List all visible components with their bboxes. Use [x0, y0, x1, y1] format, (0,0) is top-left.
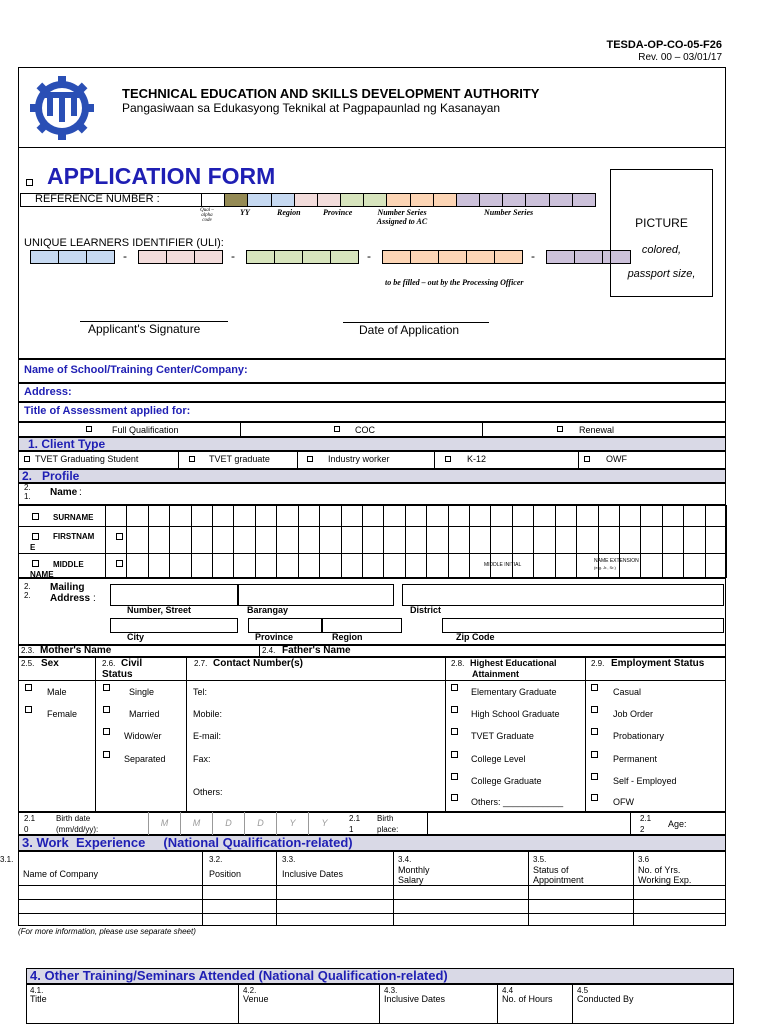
- name-num: 2. 1.: [24, 483, 31, 501]
- uli-cell[interactable]: [30, 250, 59, 264]
- training-col-dates: Inclusive Dates: [384, 994, 446, 1004]
- name-grid-line: [640, 505, 641, 578]
- middle-initial-label: MIDDLE INITIAL: [484, 562, 522, 568]
- tel-field[interactable]: Tel:: [193, 687, 208, 697]
- zip-field[interactable]: [442, 618, 724, 633]
- city-field[interactable]: [110, 618, 238, 633]
- birth-date-cells[interactable]: [148, 812, 340, 835]
- reference-cell[interactable]: [433, 193, 457, 207]
- coc-label: COC: [355, 425, 375, 435]
- province-label: Province: [255, 632, 294, 642]
- uli-cell[interactable]: [86, 250, 115, 264]
- reference-cell[interactable]: [271, 193, 295, 207]
- firstname-label: FIRSTNAM: [53, 532, 95, 541]
- tvet-graduate-label: TVET graduate: [209, 454, 270, 464]
- uli-cell[interactable]: [166, 250, 195, 264]
- name-grid-line: [426, 505, 427, 578]
- probationary-checkbox[interactable]: [591, 728, 598, 735]
- district-label: District: [410, 605, 442, 615]
- title-checkbox: [26, 179, 33, 186]
- reference-cell[interactable]: [456, 193, 480, 207]
- widow-checkbox[interactable]: [103, 728, 110, 735]
- reference-cell[interactable]: [549, 193, 573, 207]
- ref-label-series: Number Series: [484, 208, 534, 217]
- name-grid-line: [233, 505, 234, 578]
- married-label: Married: [129, 709, 160, 719]
- fax-field[interactable]: Fax:: [193, 754, 211, 764]
- province-field[interactable]: [248, 618, 322, 633]
- name-grid-line: [191, 505, 192, 578]
- name-grid-line: [276, 505, 277, 578]
- industry-worker-label: Industry worker: [328, 454, 390, 464]
- name-grid-line: [212, 505, 213, 578]
- form-code: TESDA-OP-CO-05-F26: [606, 39, 722, 51]
- tvet-graduate-checkbox[interactable]: [189, 456, 195, 462]
- female-label: Female: [47, 709, 78, 719]
- zip-label: Zip Code: [456, 632, 495, 642]
- ofw-emp-checkbox[interactable]: [591, 794, 598, 801]
- birth-place-field[interactable]: [427, 812, 630, 835]
- tvet-grad-label: TVET Graduate: [471, 731, 534, 741]
- work-col-company: Name of Company: [23, 869, 99, 879]
- birth-place-label: Birth: [377, 814, 394, 823]
- name-grid-line: [555, 505, 556, 578]
- reference-cell[interactable]: [224, 193, 248, 207]
- school-label: Name of School/Training Center/Company:: [24, 364, 248, 376]
- renewal-label: Renewal: [579, 425, 615, 435]
- agency-tagalog: Pangasiwaan sa Edukasyong Teknikal at Pagpapaunlad ng Kasanayan: [122, 101, 501, 115]
- region-label: Region: [332, 632, 363, 642]
- college-grad-label: College Graduate: [471, 776, 542, 786]
- reference-cell[interactable]: [340, 193, 364, 207]
- uli-cell[interactable]: [494, 250, 523, 264]
- uli-cell[interactable]: [546, 250, 575, 264]
- birth-date-label: Birth date: [56, 814, 91, 823]
- birth-date-cell[interactable]: Y: [308, 812, 340, 835]
- reference-cell[interactable]: [386, 193, 410, 207]
- employment-label: Employment Status: [611, 658, 705, 669]
- more-info-note: (For more information, please use separate sheet): [18, 927, 196, 936]
- renewal-checkbox[interactable]: [557, 426, 563, 432]
- district-field[interactable]: [402, 584, 724, 606]
- tvet-graduating-checkbox[interactable]: [24, 456, 30, 462]
- training-col-venue: Venue: [243, 994, 269, 1004]
- name-label: Name: [50, 487, 78, 498]
- job-order-checkbox[interactable]: [591, 706, 598, 713]
- birth-date-cell[interactable]: M: [148, 812, 180, 835]
- education-label: Highest Educational: [470, 658, 557, 668]
- name-grid-line: [705, 505, 706, 578]
- casual-checkbox[interactable]: [591, 684, 598, 691]
- birth-date-cell[interactable]: M: [180, 812, 212, 835]
- reference-cell[interactable]: [410, 193, 434, 207]
- female-checkbox[interactable]: [25, 706, 32, 713]
- elementary-label: Elementary Graduate: [471, 687, 557, 697]
- age-label: Age:: [668, 819, 687, 829]
- elementary-checkbox[interactable]: [451, 684, 458, 691]
- self-employed-label: Self - Employed: [613, 776, 677, 786]
- reference-cell[interactable]: [502, 193, 526, 207]
- others-contact-field[interactable]: Others:: [193, 787, 223, 797]
- street-label: Number, Street: [127, 605, 192, 615]
- uli-cells[interactable]: [30, 250, 560, 266]
- assessment-label: Title of Assessment applied for:: [24, 405, 191, 417]
- reference-cell[interactable]: [247, 193, 271, 207]
- name-grid-line: [726, 505, 727, 578]
- male-label: Male: [47, 687, 67, 697]
- ref-label-province: Province: [323, 208, 353, 217]
- male-checkbox[interactable]: [25, 684, 32, 691]
- uli-dash: -: [123, 249, 127, 263]
- name-grid-line: [298, 505, 299, 578]
- coc-checkbox[interactable]: [334, 426, 340, 432]
- uli-cell[interactable]: [246, 250, 275, 264]
- name-grid-line: [169, 505, 170, 578]
- owf-label: OWF: [606, 454, 627, 464]
- mailing-label: Mailing: [50, 582, 85, 593]
- name-grid-line: [105, 505, 106, 578]
- date-of-application-label: Date of Application: [359, 323, 460, 337]
- uli-cell[interactable]: [138, 250, 167, 264]
- name-grid-line: [255, 505, 256, 578]
- name-grid-line: [148, 505, 149, 578]
- barangay-field[interactable]: [238, 584, 394, 606]
- picture-line2: passport size,: [627, 268, 696, 280]
- full-qualification-checkbox[interactable]: [86, 426, 92, 432]
- birth-date-cell[interactable]: D: [212, 812, 244, 835]
- single-checkbox[interactable]: [103, 684, 110, 691]
- revision: Rev. 00 – 03/01/17: [638, 52, 722, 63]
- sex-label: Sex: [41, 658, 59, 669]
- name-grid-line: [576, 505, 577, 578]
- k12-label: K-12: [467, 454, 487, 464]
- training-col-title: Title: [30, 994, 47, 1004]
- work-col-years: No. of Yrs. Working Exp.: [638, 865, 692, 886]
- uli-cell[interactable]: [330, 250, 359, 264]
- highschool-checkbox[interactable]: [451, 706, 458, 713]
- name-grid-line: [683, 505, 684, 578]
- uli-dash: -: [231, 249, 235, 263]
- uli-cell[interactable]: [274, 250, 303, 264]
- form-title: APPLICATION FORM: [47, 163, 276, 189]
- picture-label: PICTURE: [635, 216, 688, 230]
- name-grid-line: [405, 505, 406, 578]
- work-col-salary: Monthly Salary: [398, 865, 430, 886]
- civil-status-label: Civil: [121, 658, 143, 669]
- middlename-checkbox[interactable]: [116, 560, 123, 567]
- email-field[interactable]: E-mail:: [193, 731, 222, 741]
- uli-dash: -: [367, 249, 371, 263]
- name-grid-line: [383, 505, 384, 578]
- mother-name-label: Mother's Name: [40, 645, 112, 656]
- others-educ-checkbox[interactable]: [451, 794, 458, 801]
- ofw-emp-label: OFW: [613, 797, 634, 807]
- casual-label: Casual: [613, 687, 642, 697]
- name-grid-line: [362, 505, 363, 578]
- father-name-label: Father's Name: [282, 645, 351, 656]
- k12-checkbox[interactable]: [445, 456, 451, 462]
- work-col-dates: Inclusive Dates: [282, 869, 344, 879]
- picture-line1: colored,: [641, 244, 682, 256]
- name-grid-line: [533, 505, 534, 578]
- probationary-label: Probationary: [613, 731, 665, 741]
- surname-label: SURNAME: [53, 513, 94, 522]
- uli-cell[interactable]: [574, 250, 603, 264]
- reference-cell[interactable]: [294, 193, 318, 207]
- profile-header: [18, 469, 726, 483]
- uli-cell[interactable]: [194, 250, 223, 264]
- college-level-checkbox[interactable]: [451, 751, 458, 758]
- uli-cell[interactable]: [302, 250, 331, 264]
- name-grid-line: [619, 505, 620, 578]
- applicant-signature-label: Applicant's Signature: [88, 322, 201, 336]
- reference-cell[interactable]: [525, 193, 549, 207]
- reference-cell[interactable]: [317, 193, 341, 207]
- uli-cell[interactable]: [466, 250, 495, 264]
- widow-label: Widow/er: [124, 731, 162, 741]
- birth-date-cell[interactable]: Y: [276, 812, 308, 835]
- region-field[interactable]: [322, 618, 402, 633]
- reference-number-cells[interactable]: [201, 193, 595, 207]
- tvet-graduating-label: TVET Graduating Student: [35, 454, 139, 464]
- married-checkbox[interactable]: [103, 706, 110, 713]
- tesda-gear-logo-icon: [24, 74, 100, 142]
- work-col-status: Status of Appointment: [533, 865, 584, 886]
- reference-cell[interactable]: [201, 193, 225, 207]
- barangay-label: Barangay: [247, 605, 289, 615]
- ref-label-yy: YY: [240, 208, 250, 217]
- work-col-position: Position: [209, 869, 242, 879]
- uli-label: UNIQUE LEARNERS IDENTIFIER (ULI):: [24, 237, 224, 249]
- uli-cell[interactable]: [410, 250, 439, 264]
- permanent-label: Permanent: [613, 754, 658, 764]
- training-col-hours: No. of Hours: [502, 994, 553, 1004]
- ref-label-qual: Qual – alpha code: [200, 208, 214, 223]
- reference-cell[interactable]: [363, 193, 387, 207]
- single-label: Single: [129, 687, 155, 697]
- others-educ-label: Others: ____________: [471, 797, 564, 807]
- city-label: City: [127, 632, 145, 642]
- owf-checkbox[interactable]: [584, 456, 590, 462]
- uli-cell[interactable]: [382, 250, 411, 264]
- job-order-label: Job Order: [613, 709, 654, 719]
- uli-dash: -: [531, 249, 535, 263]
- agency-name: TECHNICAL EDUCATION AND SKILLS DEVELOPMENT AUTHORITY: [122, 86, 540, 101]
- college-grad-checkbox[interactable]: [451, 773, 458, 780]
- uli-cell[interactable]: [438, 250, 467, 264]
- address-row[interactable]: [18, 383, 726, 402]
- name-grid-line: [662, 505, 663, 578]
- reference-cell[interactable]: [572, 193, 596, 207]
- name-grid[interactable]: [105, 505, 726, 578]
- street-field[interactable]: [110, 584, 238, 606]
- address-label: Address:: [24, 386, 72, 398]
- name-grid-line: [319, 505, 320, 578]
- highschool-label: High School Graduate: [471, 709, 560, 719]
- client-type-header: [18, 437, 726, 451]
- processing-note: to be filled – out by the Processing Officer: [385, 278, 524, 287]
- separated-checkbox[interactable]: [103, 751, 110, 758]
- uli-cell[interactable]: [58, 250, 87, 264]
- full-qualification-label: Full Qualification: [112, 425, 179, 435]
- reference-cell[interactable]: [479, 193, 503, 207]
- name-grid-line: [448, 505, 449, 578]
- firstname-checkbox[interactable]: [116, 533, 123, 540]
- name-grid-line: [341, 505, 342, 578]
- birth-date-cell[interactable]: D: [244, 812, 276, 835]
- name-ext-label: NAME EXTENSION: [594, 558, 639, 564]
- separated-label: Separated: [124, 754, 166, 764]
- college-level-label: College Level: [471, 754, 526, 764]
- permanent-checkbox[interactable]: [591, 751, 598, 758]
- training-col-conducted: Conducted By: [577, 994, 634, 1004]
- middlename-label: MIDDLE: [53, 560, 84, 569]
- ref-label-region: Region: [277, 208, 301, 217]
- self-employed-checkbox[interactable]: [591, 773, 598, 780]
- reference-number-label: REFERENCE NUMBER :: [35, 193, 160, 205]
- name-grid-line: [126, 505, 127, 578]
- mobile-field[interactable]: Mobile:: [193, 709, 223, 719]
- name-grid-line: [469, 505, 470, 578]
- ref-label-series-ac: Number Series Assigned to AC: [376, 208, 428, 226]
- contact-label: Contact Number(s): [213, 658, 304, 669]
- industry-worker-checkbox[interactable]: [307, 456, 313, 462]
- tvet-grad-checkbox[interactable]: [451, 728, 458, 735]
